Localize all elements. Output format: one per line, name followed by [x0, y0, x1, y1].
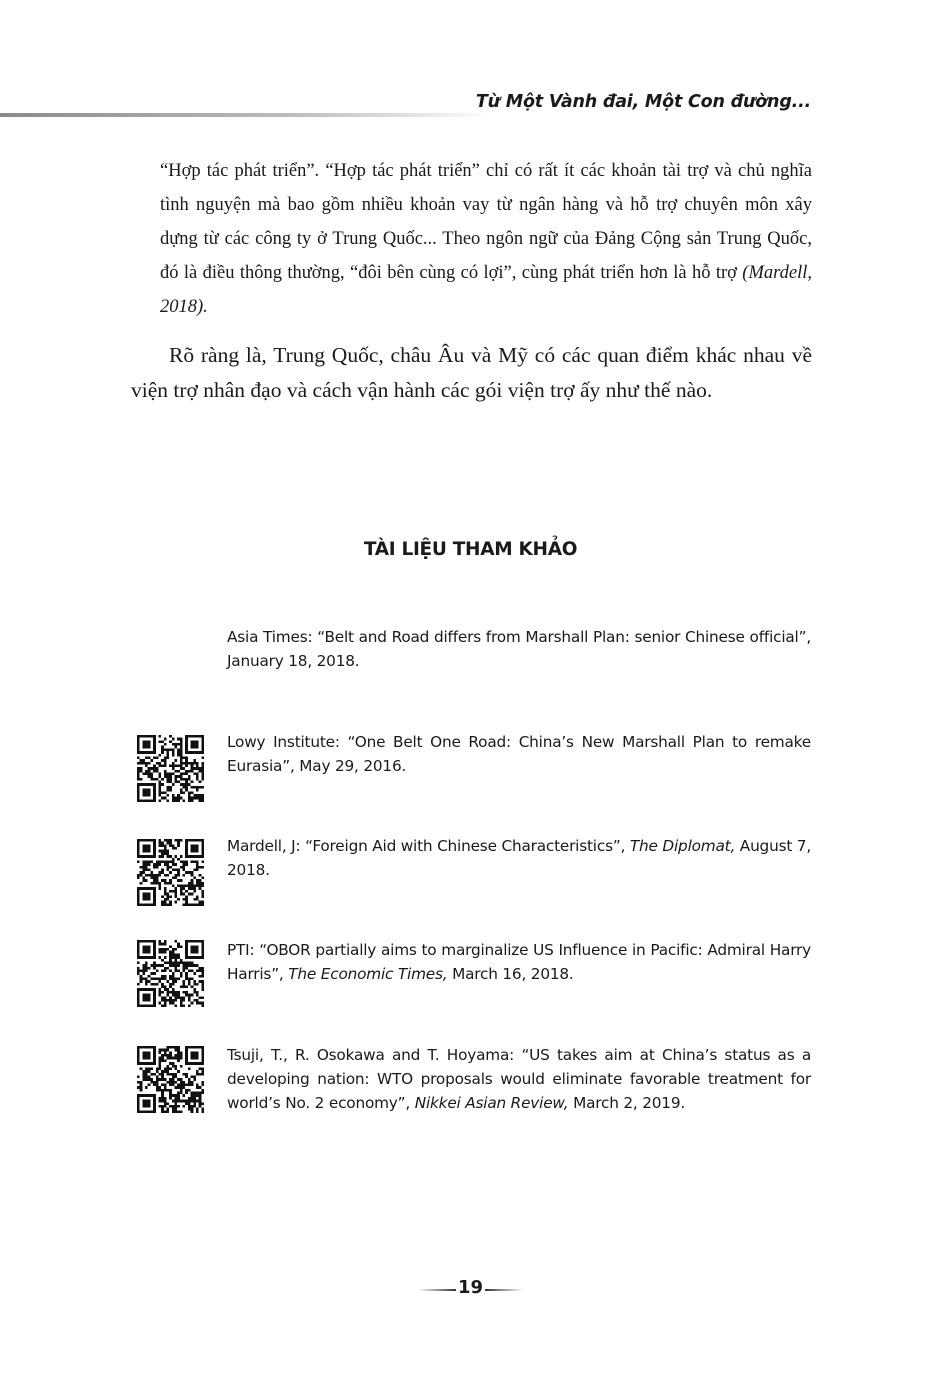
body-paragraph: Rõ ràng là, Trung Quốc, châu Âu và Mỹ có các quan điểm khác nhau về viện trợ nhân đạo và cách vận hành các gói viện trợ ấy như thế nào. — [131, 343, 812, 402]
reference-item-pti — [227, 938, 811, 986]
references-heading: TÀI LIỆU THAM KHẢO — [363, 539, 578, 560]
qr-code-icon[interactable] — [137, 735, 204, 802]
reference-date: March 16, 2018. — [447, 965, 574, 983]
page-number-rule-left — [418, 1289, 456, 1291]
running-title: Từ Một Vành đai, Một Con đường... — [475, 92, 811, 112]
reference-text: Asia Times: “Belt and Road differs from Marshall Plan: senior Chinese official”, January 18, 2018. — [227, 628, 811, 670]
reference-date: August 7, 2018. — [227, 837, 812, 879]
qr-code-icon[interactable] — [137, 839, 204, 906]
qr-code-icon[interactable] — [137, 940, 204, 1007]
page-number-rule-right — [485, 1289, 523, 1291]
block-quote — [160, 154, 812, 324]
reference-item-asia-times — [227, 625, 811, 673]
reference-publication: The Diplomat, — [629, 837, 736, 855]
reference-date: March 2, 2019. — [568, 1094, 686, 1112]
page-footer — [0, 1277, 941, 1301]
reference-text: Tsuji, T., R. Osokawa and T. Hoyama: “US takes aim at China’s status as a developing nation: WTO proposals would eliminate favorable treatment for world’s No. 2 economy”, — [227, 1046, 811, 1112]
reference-item-lowy-institute — [227, 730, 811, 778]
reference-publication: The Economic Times, — [288, 965, 448, 983]
reference-item-mardell — [227, 834, 811, 882]
qr-code-icon[interactable] — [137, 1046, 204, 1113]
reference-publication: Nikkei Asian Review, — [414, 1094, 569, 1112]
reference-text: Mardell, J: “Foreign Aid with Chinese Characteristics”, — [227, 837, 630, 855]
reference-text: PTI: “OBOR partially aims to marginalize US Influence in Pacific: Admiral Harry Harris”, — [227, 941, 811, 983]
reference-text: Lowy Institute: “One Belt One Road: China’s New Marshall Plan to remake Eurasia”, May 29, 2016. — [227, 733, 811, 775]
quote-text: “Hợp tác phát triển”. “Hợp tác phát triển” chỉ có rất ít các khoản tài trợ và chủ nghĩa tình nguyện mà bao gồm nhiều khoản vay từ ngân hàng và hỗ trợ chuyên môn xây dựng từ các công ty ở Trung Quốc... Theo ngôn ngữ của Đảng Cộng sản Trung Quốc, đó là điều thông thường, “đôi bên cùng có lợi”, cùng phát triển hơn là hỗ trợ — [160, 161, 812, 283]
header-rule — [0, 113, 490, 117]
quote-citation: (Mardell, 2018). — [160, 263, 812, 317]
reference-item-tsuji — [227, 1043, 811, 1115]
page-number: 19 — [457, 1277, 484, 1298]
